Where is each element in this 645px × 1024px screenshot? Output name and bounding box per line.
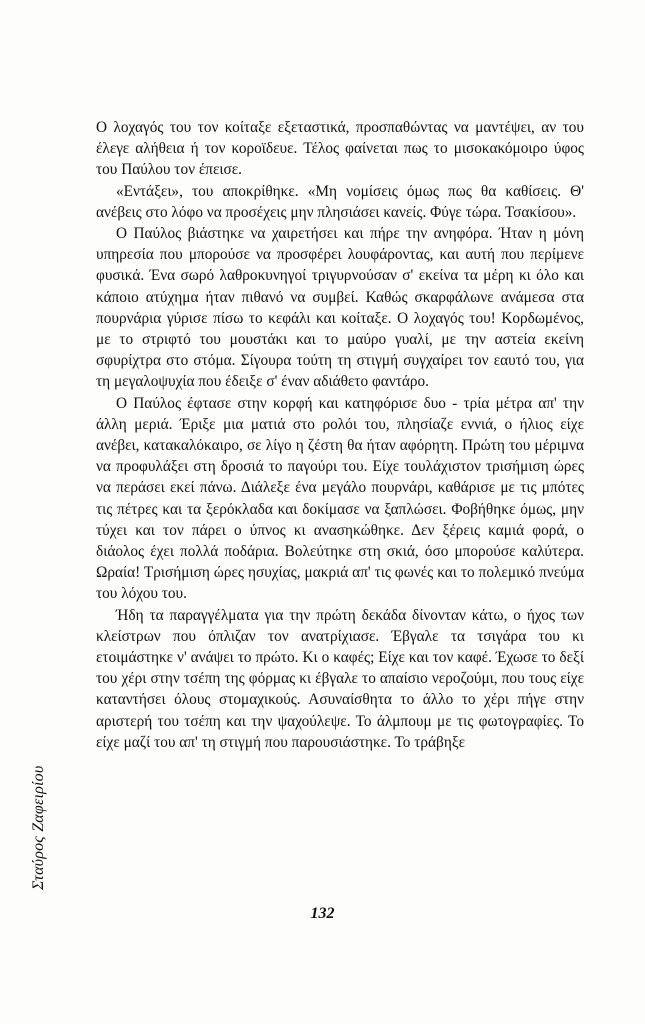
body-text	[96, 117, 584, 753]
page-number: 132	[310, 905, 335, 922]
paragraph: Ο Παύλος έφτασε στην κορφή και κατηφόρισε δυο - τρία μέτρα απ' την άλλη μεριά. Έριξε μια ματιά στο ρολόι του, πλησίαζε εννιά, ο ήλιος είχε ανέβει, κατακαλόκαιρο, σε λίγο η ζέστη θα ήταν αφόρητη. Πρώτη του μέριμνα να προφυλάξει στη δροσιά το παγούρι του. Είχε τουλάχιστον τρισήμιση ώρες να περάσει εκεί πάνω. Διάλεξε ένα μεγάλο πουρνάρι, καθάρισε με τις μπότες τις πέτρες και τα ξερόκλαδα και δοκίμασε να ξαπλώσει. Φοβήθηκε όμως, μην τύχει και τον πάρει ο ύπνος κι ανασηκώθηκε. Δεν ξέρεις καμιά φορά, ο διάολος έχει πολλά ποδάρια. Βολεύτηκε στη σκιά, όσο μπορούσε καλύτερα. Ωραία! Τρισήμιση ώρες ησυχίας, μακριά απ' τις φωνές και το πολεμικό πνεύμα του λόχου του.	[96, 394, 584, 603]
paragraph: Ήδη τα παραγγέλματα για την πρώτη δεκάδα δίνονταν κάτω, ο ήχος των κλείστρων που όπλιζαν τον ανατρίχιασε. Έβγαλε τα τσιγάρα του κι ετοιμάστηκε ν' ανάψει το πρώτο. Κι ο καφές; Είχε και τον καφέ. Έχωσε το δεξί του χέρι στην τσέπη της φόρμας κι έβγαλε το απαίσιο νεροζούμι, που τους είχε καταντήσει όλους στομαχικούς. Ασυναίσθητα το άλλο το χέρι πήγε στην αριστερή του τσέπη και την ψαχούλεψε. Το άλμπουμ με τις φωτογραφίες. Το είχε μαζί του απ' τη στιγμή που παρουσιάστηκε. Το τράβηξε	[96, 606, 584, 751]
paragraph: Ο Παύλος βιάστηκε να χαιρετήσει και πήρε την ανηφόρα. Ήταν η μόνη υπηρεσία που μπορούσε να προσφέρει λουφάροντας, και αυτή που περίμενε φυσικά. Ένα σωρό λαθροκυνηγοί τριγυρνούσαν σ' εκείνα τα μέρη κι όλο και κάποιο ατύχημα ήταν πιθανό να συμβεί. Καθώς σκαρφάλωνε ανάμεσα στα πουρνάρια γύρισε πίσω το κεφάλι και κοίταξε. Ο λοχαγός του! Κορδωμένος, με το στριφτό του μουστάκι και το μαύρο γυαλί, με την αστεία εκείνη σφυρίχτρα στο στόμα. Σίγουρα τούτη τη στιγμή συγχαίρει τον εαυτό του, για τη μεγαλοψυχία που έδειξε σ' έναν αδιάθετο φαντάρο.	[96, 225, 584, 391]
paragraph: Ο λοχαγός του τον κοίταξε εξεταστικά, προσπαθώντας να μαντέψει, αν του έλεγε αλήθεια ή τον κοροϊδευε. Τέλος φαίνεται πως το μισοκακόμοιρο ύφος του Παύλου τον έπεισε.	[96, 119, 584, 179]
running-author: Σταύρος Ζαφειρίου	[30, 765, 47, 890]
paragraph: «Εντάξει», του αποκρίθηκε. «Μη νομίσεις όμως πως θα καθίσεις. Θ' ανέβεις στο λόφο να προσέχεις μην πλησιάσει κανείς. Φύγε τώρα. Τσακίσου».	[96, 182, 584, 221]
